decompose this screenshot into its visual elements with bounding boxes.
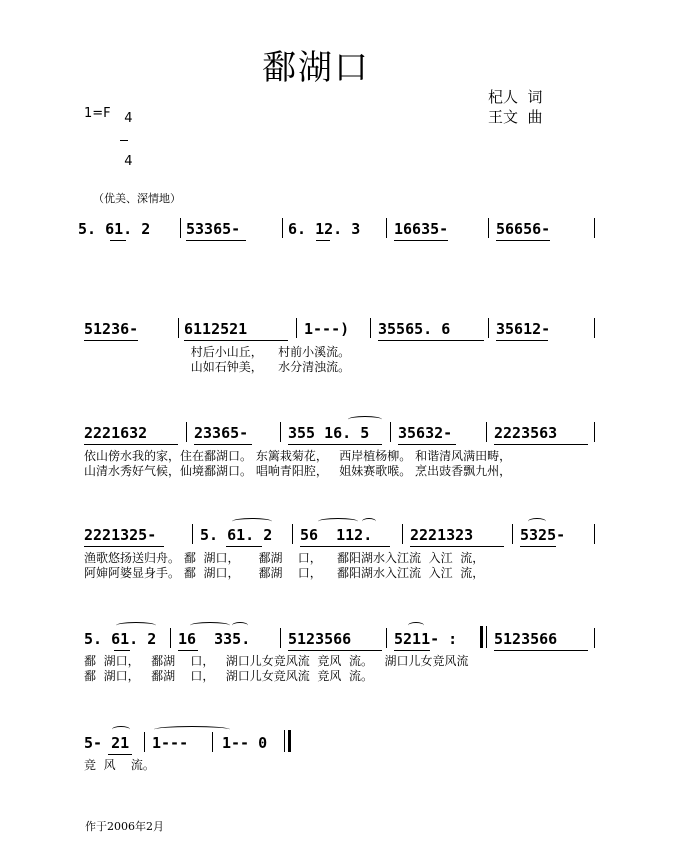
measure: 56 112.	[300, 526, 373, 544]
measure: 6112521	[184, 320, 248, 338]
measure: 16635-	[394, 220, 449, 238]
measure: 35612-	[496, 320, 551, 338]
measure: 2221325-	[84, 526, 157, 544]
lyrics-verse-2: 山清水秀好气候，仙境鄱湖口。 唱响青阳腔， 姐妹赛歌喉。 烹出豉香飘九州，	[84, 464, 512, 478]
lyrics-verse-1: 竞 风 流。	[84, 758, 155, 772]
measure: 2221632	[84, 424, 148, 442]
lyrics-verse-2: 阿婶阿婆显身手。 鄱 湖口， 鄱湖 口， 鄱阳湖水入江流 入江 流，	[84, 566, 485, 580]
measure: 5. 61. 2	[200, 526, 273, 544]
lyrics-verse-1: 渔歌悠扬送归舟。 鄱 湖口， 鄱湖 口， 鄱阳湖水入江流 入江 流，	[84, 551, 485, 565]
key-signature: 1=F	[84, 106, 111, 121]
tempo-marking: （优美、深情地）	[93, 192, 181, 205]
lyrics-verse-1: 村后小山丘， 村前小溪流。	[84, 345, 351, 359]
measure: 5. 61. 2	[84, 630, 157, 648]
measure: 2221323	[410, 526, 474, 544]
lyrics-verse-1: 鄱 湖口， 鄱湖 口， 湖口儿女竞风流 竞风 流。 湖口儿女竞风流	[84, 654, 469, 668]
measure: 2223563	[494, 424, 558, 442]
measure: 5- 21	[84, 734, 130, 752]
measure: 35565. 6	[378, 320, 451, 338]
time-signature	[116, 98, 133, 169]
song-title: 鄱湖口	[262, 48, 370, 88]
measure: 1---)	[304, 320, 350, 338]
measure: 355 16. 5	[288, 424, 370, 442]
measure: 6. 12. 3	[288, 220, 361, 238]
measure: 35632-	[398, 424, 453, 442]
measure: 5. 61. 2	[78, 220, 151, 238]
measure: 51236-	[84, 320, 139, 338]
measure: 5123566	[494, 630, 558, 648]
time-sig-top: 4	[124, 111, 133, 126]
time-sig-bottom: 4	[124, 154, 133, 169]
lyricist-credit: 杞人 词	[488, 88, 543, 106]
measure: 23365-	[194, 424, 249, 442]
measure: 5211- :	[394, 630, 458, 648]
measure: 1-- 0	[222, 734, 268, 752]
composer-credit: 王文 曲	[488, 108, 543, 126]
measure: 1---	[152, 734, 189, 752]
measure: 53365-	[186, 220, 241, 238]
measure: 16 335.	[178, 630, 251, 648]
composition-date-note: 作于2006年2月	[85, 820, 164, 833]
lyrics-verse-1: 依山傍水我的家，住在鄱湖口。 东篱栽菊花， 西岸植杨柳。 和谐清风满田畴，	[84, 449, 512, 463]
measure: 5123566	[288, 630, 352, 648]
measure: 56656-	[496, 220, 551, 238]
measure: 5325-	[520, 526, 566, 544]
lyrics-verse-2: 山如石钟美， 水分清浊流。	[84, 360, 351, 374]
lyrics-verse-2: 鄱 湖口， 鄱湖 口， 湖口儿女竞风流 竞风 流。	[84, 669, 374, 683]
